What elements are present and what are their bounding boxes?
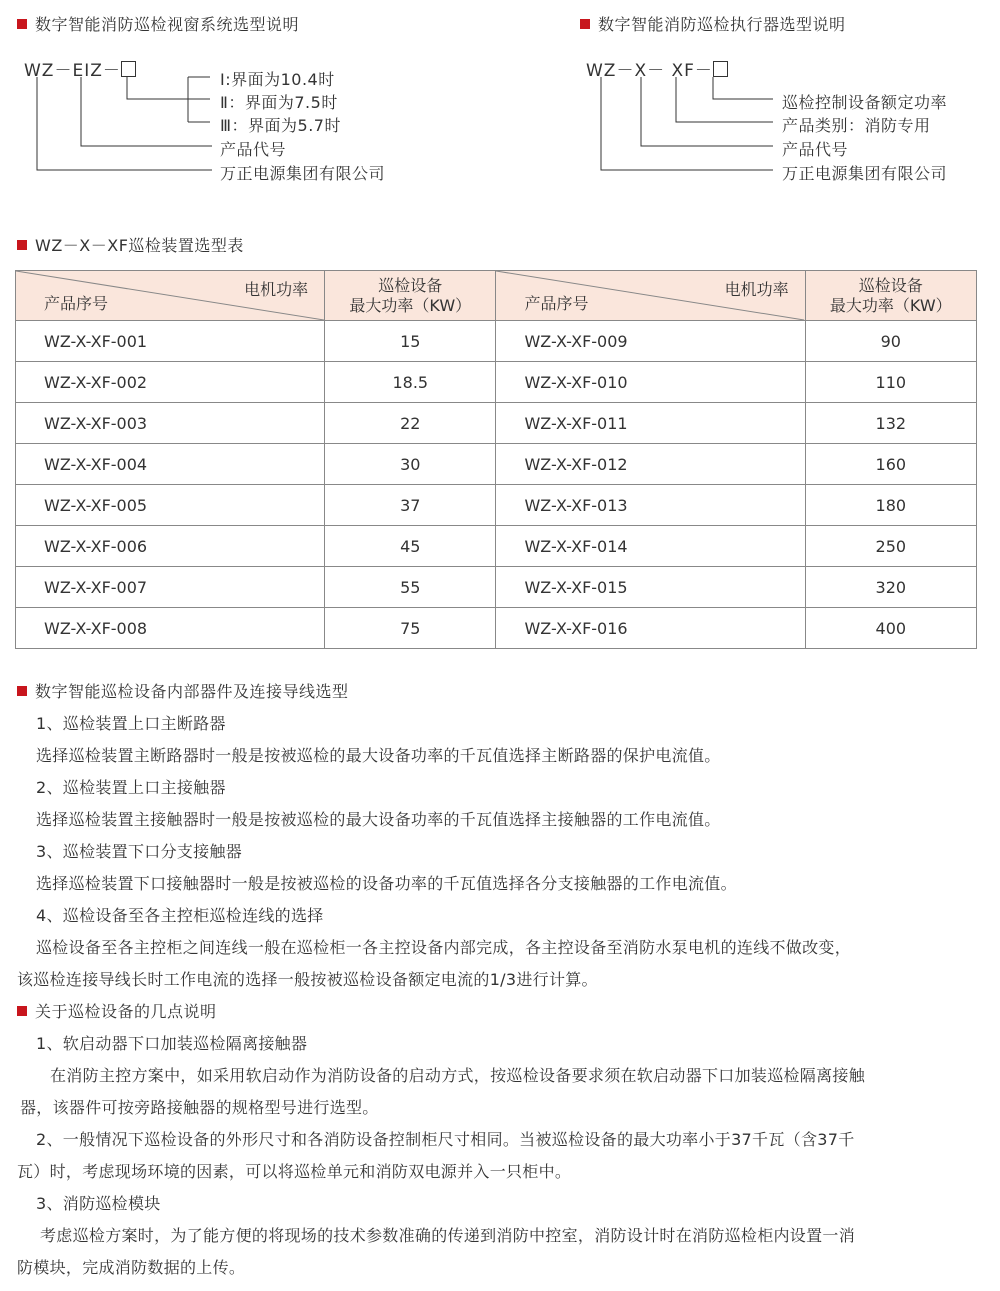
section-title-text: WZ－X－XF巡检装置选型表 bbox=[35, 236, 244, 255]
cell-max-power: 22 bbox=[325, 403, 496, 444]
label-rated-power: 巡检控制设备额定功率 bbox=[782, 93, 948, 112]
section-title-table bbox=[17, 233, 244, 256]
paragraph-soft-starter-line2: 器，该器件可按旁路接触器的规格型号进行选型。 bbox=[20, 1098, 379, 1117]
label-product-code: 产品代号 bbox=[220, 140, 287, 159]
subheading-main-breaker: 1、巡检装置上口主断路器 bbox=[36, 714, 226, 733]
section-title-components bbox=[17, 679, 349, 702]
cell-max-power: 75 bbox=[325, 608, 496, 649]
cell-product-seq: WZ-X-XF-004 bbox=[16, 444, 325, 485]
cell-product-seq: WZ-X-XF-013 bbox=[496, 485, 805, 526]
cell-max-power: 15 bbox=[325, 321, 496, 362]
table-row bbox=[16, 321, 977, 362]
cell-product-seq: WZ-X-XF-012 bbox=[496, 444, 805, 485]
cell-max-power: 160 bbox=[805, 444, 976, 485]
selection-table bbox=[15, 270, 977, 649]
section-title-notes bbox=[17, 999, 217, 1022]
cell-product-seq: WZ-X-XF-001 bbox=[16, 321, 325, 362]
label-product-code: 产品代号 bbox=[782, 140, 849, 159]
paragraph-wiring-line1: 巡检设备至各主控柜之间连线一般在巡检柜一各主控设备内部完成，各主控设备至消防水泵电机的连线不做改变， bbox=[36, 938, 852, 957]
header-max-power-line1: 巡检设备 bbox=[378, 275, 443, 295]
header-diagonal-cell-right bbox=[496, 271, 805, 321]
paragraph-main-contactor: 选择巡检装置主接触器时一般是按被巡检的最大设备功率的千瓦值选择主接触器的工作电流值。 bbox=[36, 810, 721, 829]
cell-product-seq: WZ-X-XF-005 bbox=[16, 485, 325, 526]
header-product-seq: 产品序号 bbox=[44, 294, 109, 313]
cell-product-seq: WZ-X-XF-002 bbox=[16, 362, 325, 403]
table-row bbox=[16, 526, 977, 567]
cell-max-power: 45 bbox=[325, 526, 496, 567]
cell-product-seq: WZ-X-XF-008 bbox=[16, 608, 325, 649]
header-diagonal-cell-left bbox=[16, 271, 325, 321]
cell-max-power: 180 bbox=[805, 485, 976, 526]
table-row bbox=[16, 567, 977, 608]
subheading-branch-contactor: 3、巡检装置下口分支接触器 bbox=[36, 842, 243, 861]
paragraph-branch-contactor: 选择巡检装置下口接触器时一般是按被巡检的设备功率的千瓦值选择各分支接触器的工作电流值。 bbox=[36, 874, 737, 893]
paragraph-wiring-line2: 该巡检连接导线长时工作电流的选择一般按被巡检设备额定电流的1/3进行计算。 bbox=[17, 970, 598, 989]
cell-product-seq: WZ-X-XF-016 bbox=[496, 608, 805, 649]
label-company: 万正电源集团有限公司 bbox=[220, 164, 386, 183]
label-interface-10-4: Ⅰ:界面为10.4时 bbox=[220, 70, 335, 89]
cell-max-power: 55 bbox=[325, 567, 496, 608]
subheading-soft-starter: 1、软启动器下口加装巡检隔离接触器 bbox=[36, 1034, 308, 1053]
header-max-power-line2: 最大功率（KW） bbox=[829, 295, 952, 315]
section-title-text: 数字智能消防巡检视窗系统选型说明 bbox=[35, 15, 300, 34]
header-max-power-left bbox=[325, 271, 496, 321]
model-code-prefix: WZ－X－ XF－ bbox=[586, 61, 713, 81]
section-title-text: 关于巡检设备的几点说明 bbox=[35, 1002, 217, 1021]
red-square-bullet-icon bbox=[17, 686, 27, 696]
model-code-prefix: WZ－EIZ－ bbox=[24, 61, 121, 81]
cell-max-power: 37 bbox=[325, 485, 496, 526]
cell-max-power: 90 bbox=[805, 321, 976, 362]
header-max-power-line1: 巡检设备 bbox=[858, 275, 923, 295]
label-product-category: 产品类别：消防专用 bbox=[782, 116, 931, 135]
cell-product-seq: WZ-X-XF-003 bbox=[16, 403, 325, 444]
table-row bbox=[16, 608, 977, 649]
subheading-wiring: 4、巡检设备至各主控柜巡检连线的选择 bbox=[36, 906, 324, 925]
cell-max-power: 110 bbox=[805, 362, 976, 403]
cell-product-seq: WZ-X-XF-006 bbox=[16, 526, 325, 567]
cell-product-seq: WZ-X-XF-009 bbox=[496, 321, 805, 362]
section-title-text: 数字智能消防巡检执行器选型说明 bbox=[598, 15, 846, 34]
table-row bbox=[16, 485, 977, 526]
header-motor-power: 电机功率 bbox=[244, 280, 309, 299]
label-interface-7-5: Ⅱ：界面为7.5时 bbox=[220, 93, 338, 112]
table-row bbox=[16, 403, 977, 444]
cell-max-power: 132 bbox=[805, 403, 976, 444]
cell-product-seq: WZ-X-XF-010 bbox=[496, 362, 805, 403]
paragraph-fire-module-line1: 考虑巡检方案时，为了能方便的将现场的技术参数准确的传递到消防中控室，消防设计时在消防巡检柜内设置一消 bbox=[40, 1226, 856, 1245]
section-title-text: 数字智能巡检设备内部器件及连接导线选型 bbox=[35, 682, 349, 701]
cell-product-seq: WZ-X-XF-007 bbox=[16, 567, 325, 608]
paragraph-dimensions-line1: 2、一般情况下巡检设备的外形尺寸和各消防设备控制柜尺寸相同。当被巡检设备的最大功率小于37千瓦（含37千 bbox=[36, 1130, 855, 1149]
header-motor-power: 电机功率 bbox=[724, 280, 789, 299]
paragraph-soft-starter-line1: 在消防主控方案中，如采用软启动作为消防设备的启动方式，按巡检设备要求须在软启动器下口加装巡检隔离接触 bbox=[50, 1066, 866, 1085]
subheading-fire-module: 3、消防巡检模块 bbox=[36, 1194, 161, 1213]
header-max-power-right bbox=[805, 271, 976, 321]
paragraph-main-breaker: 选择巡检装置主断路器时一般是按被巡检的最大设备功率的千瓦值选择主断路器的保护电流值。 bbox=[36, 746, 721, 765]
header-max-power-line2: 最大功率（KW） bbox=[349, 295, 472, 315]
cell-product-seq: WZ-X-XF-015 bbox=[496, 567, 805, 608]
cell-max-power: 18.5 bbox=[325, 362, 496, 403]
cell-max-power: 320 bbox=[805, 567, 976, 608]
cell-product-seq: WZ-X-XF-011 bbox=[496, 403, 805, 444]
subheading-main-contactor: 2、巡检装置上口主接触器 bbox=[36, 778, 226, 797]
table-row bbox=[16, 444, 977, 485]
cell-max-power: 400 bbox=[805, 608, 976, 649]
label-interface-5-7: Ⅲ：界面为5.7时 bbox=[220, 116, 341, 135]
cell-product-seq: WZ-X-XF-014 bbox=[496, 526, 805, 567]
cell-max-power: 30 bbox=[325, 444, 496, 485]
red-square-bullet-icon bbox=[17, 1006, 27, 1016]
paragraph-fire-module-line2: 防模块，完成消防数据的上传。 bbox=[17, 1258, 246, 1277]
header-product-seq: 产品序号 bbox=[524, 294, 589, 313]
label-company: 万正电源集团有限公司 bbox=[782, 164, 948, 183]
table-row bbox=[16, 362, 977, 403]
paragraph-dimensions-line2: 瓦）时，考虑现场环境的因素，可以将巡检单元和消防双电源并入一只柜中。 bbox=[17, 1162, 572, 1181]
table-header-row bbox=[16, 271, 977, 321]
cell-max-power: 250 bbox=[805, 526, 976, 567]
red-square-bullet-icon bbox=[17, 240, 27, 250]
